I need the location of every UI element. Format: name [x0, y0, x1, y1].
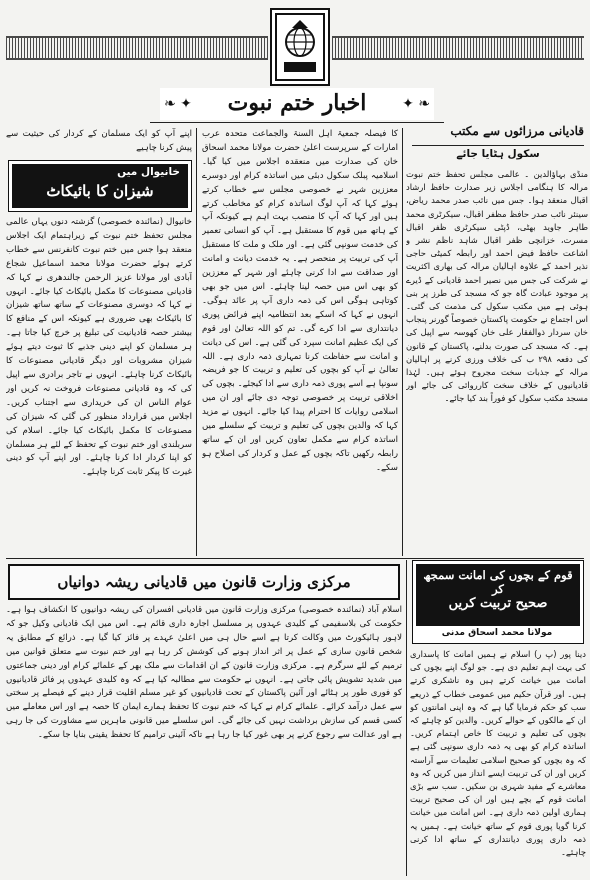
- right-article-body: منڈی بہاؤالدین ۔ عالمی مجلس تحفظ ختم نبوت مرالہ کا ہنگامی اجلاس زیر صدارت حافظ ارشاد اقبال منعقد ہوا۔ جس میں نائب صدر محمد ریاض، سینئر نائب صدر حافظ مظفر اقبال، سیکرٹری محمد طاہر جاوید بھٹی، ڈپٹی سیکرٹری ظفر اقبال مسرت، خزانچی ظفر اقبال شاہد ناظم نشر و اشاعت حافظ فیض احمد اور رابطہ کمیٹی حاجی نذیر احمد کے علاوہ اہالیان مرالہ کی بھاری اکثریت نے شرکت کی جس میں نصیر احمد قادیانی کے ڈیرے پر موجود عبادت گاہ جو کہ مسجد کی طرز پر بنی ہوئی ہے میں مکتب سکول کی مذمت کی گئی۔ اس اجتماع نے حکومت پاکستان خصوصاً گورنر پنجاب خان سردار ذوالفقار علی خان کھوسہ سے اپیل کی ہے۔ کہ مسجد کی صورت بدلنے، پاکستان کے قانون کی دفعہ ۲۹۸ ب کی خلاف ورزی کرنے پر اہالیان مرالہ کے جذبات سخت مجروح ہوئے ہیں۔ لہٰذا قادیانیوں کے خلاف سخت کارروائی کی جائے اور مسجد مکتب سکول کو فوراً بند کیا جائے۔: [406, 169, 588, 404]
- right-box-heading: قوم کے بچوں کی امانت سمجھ کر: [423, 568, 573, 596]
- masthead-hatch-left: [6, 36, 268, 60]
- masthead-underline: [150, 122, 444, 123]
- left-headline-kicker: خانیوال میں: [117, 166, 180, 178]
- bottom-section-top-rule: [6, 558, 584, 559]
- left-headline-main: شیزان کا بائیکاٹ: [46, 182, 154, 200]
- column-rule-right: [402, 128, 403, 556]
- right-box-subheading: صحیح تربیت کریں: [448, 596, 548, 611]
- right-box-body: دینا پور (پ ر) اسلام نے ہمیں امانت کا پاسداری کی بہت اہم تعلیم دی ہے۔ جو لوگ اپنے بچوں کی امانت میں خیانت کرتے ہیں وہ ناشکری کرتے ہیں۔ اور قرآن حکیم میں عمومی خطاب کے ذریعے سب کو حکم فرمایا گیا ہے کہ وہ اپنی امانتوں کو ان کے مالکوں کے حوالے کریں۔ والدین کو چاہئے کہ بچوں کی تعلیم و تربیت کا خاص اہتمام کریں۔ اساتذہ کرام کو بھی یہ ذمہ داری سونپی گئی ہے کہ وہ بچوں کو صحیح اسلامی تعلیمات سے آراستہ کریں اور ان کی تربیت ایسے انداز میں کریں کہ وہ معاشرے کے مفید شہری بن سکیں۔ سب سے بڑی امانت قوم کے بچے ہیں اور ان کی صحیح تربیت ہماری اولین ذمہ داری ہے۔ اس امانت میں خیانت کرنا گویا پوری قوم کے ساتھ خیانت ہے۔ ہمیں یہ ذمہ داری پوری دیانتداری کے ساتھ ادا کرنی چاہئے۔: [410, 649, 586, 858]
- column-rule-left: [196, 128, 197, 556]
- left-article-body: خانیوال (نمائندہ خصوصی) گزشتہ دنوں یہاں عالمی مجلس تحفظ ختم نبوت کے زیراہتمام ایک اجلاس منعقد ہوا جس میں ختم نبوت کانفرنس سے خطاب کرتے ہوئے حضرت مولانا محمد اسماعیل شجاع آبادی اور مولانا عزیز الرحمن جالندھری نے کہا کہ قادیانی مصنوعات کا مکمل بائیکاٹ کیا جائے۔ انہوں نے کہا کہ دوسری مصنوعات کے ساتھ ساتھ شیزان کا بائیکاٹ بھی ضروری ہے کیونکہ اس کے منافع کا بیشتر حصہ قادیانیت کی تبلیغ پر خرچ کیا جاتا ہے۔ ہر مسلمان کو اپنے دینی جذبے کا ثبوت دیتے ہوئے شیزان مشروبات اور دیگر قادیانی مصنوعات کا بائیکاٹ کرنا چاہئے۔ انہوں نے تاجر برادری سے اپیل کی کہ وہ قادیانی مصنوعات فروخت نہ کریں اور عوام الناس ان کی خریداری سے اجتناب کریں۔ اجلاس میں قرارداد منظور کی گئی کہ شیزان کی مصنوعات کا مکمل بائیکاٹ کیا جائے۔ اسلام کی سربلندی اور ختم نبوت کے تحفظ کے لئے ہر مسلمان کو اپنا کردار ادا کرنا چاہئے۔ اور اپنے آپ کو دینی غیرت کا پیکر ثابت کرنا چاہئے۔: [6, 217, 192, 478]
- left-headline-box: [8, 160, 192, 212]
- globe-emblem-icon: [272, 10, 328, 84]
- masthead-hatch-right: [332, 36, 584, 60]
- right-article-subhead: سکول ہٹایا جائے: [456, 148, 540, 160]
- bottom-column-rule: [406, 560, 407, 876]
- right-box-byline: مولانا محمد اسحاق مدنی: [441, 628, 553, 638]
- left-flourish-ornament: ❧ ✦: [164, 96, 192, 112]
- middle-article-body: کا فیصلہ جمعیۃ اہل السنۃ والجماعت متحدہ عرب امارات کے سرپرست اعلیٰ حضرت مولانا محمد اسحاق خان کی صدارت میں منعقدہ اجلاس میں کیا گیا۔ اسلامیہ پبلک سکول دبئی میں اساتذہ کرام اور دوسرے معززین شہر نے خصوصی مجلس سے خطاب کرتے ہوئے کہا کہ آپ لوگ اساتذہ کرام کو مخاطب کرتے ہیں اور کہا کہ آپ کا منصب بہت اہم ہے کیونکہ آپ کے ہاتھ میں قوم کا مستقبل ہے۔ آپ کو انسانی تعمیر کی خدمت سونپی گئی ہے۔ اور ملک و ملت کا مستقبل آپ کی تربیت پر منحصر ہے۔ یہ خدمت دیانت و امانت اور صداقت سے ادا کرنی چاہئے اور شہر کے معززین کو بھی اس میں حصہ لینا چاہئے۔ اس میں جو بھی کوتاہی ہوگی اس کی ذمہ داری آپ پر عائد ہوگی۔ انہوں نے کہا کہ اسکے بعد انتظامیہ اپنے فرائض پوری دیانتداری سے ادا کرے گی۔ تم کو اللہ تعالیٰ اور قوم کی ایک عظیم امانت سپرد کی گئی ہے۔ اس کی دیانت و امانت سے حفاظت کرنا تمہاری ذمہ داری ہے۔ اللہ تعالیٰ نے آپ کو بچوں کی تعلیم و تربیت کا جو فریضہ سونپا ہے اسے پوری ذمہ داری سے ادا کیجئے۔ بچوں کی اخلاقی تربیت پر خصوصی توجہ دی جائے اور ان میں اسلامی روایات کا احترام پیدا کیا جائے۔ انہوں نے مزید کہا کہ والدین بچوں کی تعلیم و تربیت کے سلسلے میں اساتذہ کرام سے مکمل تعاون کریں اور ان کے ساتھ رابطہ رکھیں تاکہ بچوں کے عمل و کردار کی اصلاح ہو سکے۔: [202, 129, 398, 473]
- bottom-article-body: اسلام آباد (نمائندہ خصوصی) مرکزی وزارت قانون میں قادیانی افسران کی ریشہ دوانیوں کا انکشاف ہوا ہے۔ حکومت کی بلاسفیمی کے کلیدی عہدوں پر مسلسل اجارہ داری قائم ہے۔ اس میں ایک قادیانی وکیل جو کہ لاہور ہائیکورٹ میں وکالت کرتا ہے اسے حال ہی میں اعلیٰ عہدے پر فائز کیا گیا ہے۔ ذرائع کے مطابق یہ شخص قانون سازی کے عمل پر اثر انداز ہونے کی کوشش کر رہا ہے اور ختم نبوت سے متعلق قوانین میں ترمیم کے لئے سرگرم ہے۔ مرکزی وزارت قانون کے ان اقدامات سے ملک بھر کے علمائے کرام اور دینی جماعتوں میں شدید تشویش پائی جاتی ہے۔ انہوں نے حکومت سے مطالبہ کیا ہے کہ وہ کلیدی عہدوں پر فائز قادیانیوں کو فوری طور پر ہٹائے اور آئین پاکستان کے تحت قادیانیوں کو غیر مسلم اقلیت قرار دینے کے فیصلے پر سختی سے عمل درآمد کرائے۔ علمائے کرام نے کہا کہ ختم نبوت کا تحفظ ہمارے ایمان کا حصہ ہے اور اس معاملے میں کسی قسم کی سازش برداشت نہیں کی جائے گی۔ اس سلسلے میں قانونی ماہرین سے مشاورت کی جا رہی ہے اور عدالت سے رجوع کرنے پر بھی غور کیا جا رہا ہے تاکہ آئینی ترامیم کا تحفظ یقینی بنایا جا سکے۔: [6, 605, 402, 741]
- khatm-e-nubuwwat-logo: [270, 8, 330, 86]
- masthead-title-strip: [160, 88, 434, 120]
- right-headline-rule: [412, 145, 584, 146]
- bottom-headline-box: [8, 564, 400, 600]
- right-box-black-panel: [416, 564, 580, 626]
- masthead-title: اخبار ختم نبوت: [227, 90, 367, 116]
- left-article-intro: اپنے آپ کو ایک مسلمان کے کردار کی حیثیت سے پیش کرنا چاہیے: [6, 129, 192, 153]
- right-article-headline: قادیانی مرزائوں سے مکتب: [450, 124, 584, 138]
- bottom-headline: مرکزی وزارت قانون میں قادیانی ریشہ دوانیاں: [57, 573, 351, 591]
- left-headline-black-panel: [12, 164, 188, 208]
- right-box-headline-frame: [412, 560, 584, 644]
- right-flourish-ornament: ✦ ❧: [402, 96, 430, 112]
